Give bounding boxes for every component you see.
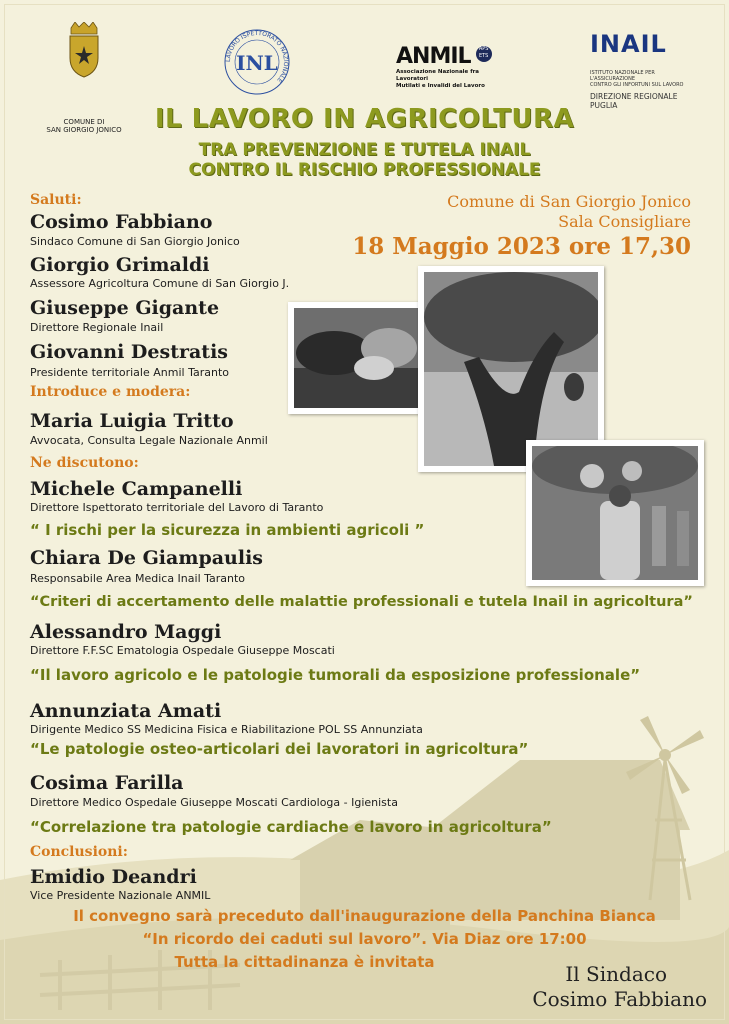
speaker-name-maggi: Alessandro Maggi	[30, 621, 222, 643]
event-room: Sala Consigliare	[558, 212, 691, 231]
speaker-name-campanelli: Michele Campanelli	[30, 478, 243, 500]
speaker-name-de-giampaulis: Chiara De Giampaulis	[30, 547, 263, 569]
ispettorato-logo	[212, 26, 302, 98]
talk-title-de-giampaulis: “Criteri di accertamento delle malattie professionali e tutela Inail in agricoltura”	[30, 594, 693, 610]
talk-title-amati: “Le patologie osteo-articolari dei lavoratori in agricoltura”	[30, 740, 529, 758]
speaker-name-destratis: Giovanni Destratis	[30, 341, 228, 363]
anmil-badge: APS ETS	[476, 46, 492, 62]
signature-title: Il Sindaco	[565, 962, 667, 986]
talk-title-campanelli: “ I rischi per la sicurezza in ambienti agricoli ”	[30, 521, 425, 539]
speaker-name-gigante: Giuseppe Gigante	[30, 297, 220, 319]
event-place: Comune di San Giorgio Jonico	[447, 192, 691, 211]
speaker-name-farilla: Cosima Farilla	[30, 772, 184, 794]
speaker-role-maggi: Direttore F.F.SC Ematologia Ospedale Giuseppe Moscati	[30, 644, 335, 657]
ispettorato-seal-icon	[212, 26, 302, 98]
coat-of-arms-icon	[65, 22, 103, 78]
ispettorato-mark: INL	[236, 51, 278, 75]
inail-direction-1: DIREZIONE REGIONALE	[590, 92, 678, 101]
subtitle-line-2: CONTRO IL RISCHIO PROFESSIONALE	[188, 160, 541, 180]
speaker-name-fabbiano: Cosimo Fabbiano	[30, 211, 213, 233]
section-introduce: Introduce e modera:	[30, 384, 191, 400]
anmil-subtitle-1: Associazione Nazionale fra Lavoratori	[396, 69, 480, 82]
speaker-role-grimaldi: Assessore Agricoltura Comune di San Giorgio J.	[30, 277, 290, 290]
grape-harvest-image	[532, 446, 698, 580]
note-panchina-bianca: Il convegno sarà preceduto dall'inaugurazione della Panchina Bianca	[73, 907, 656, 925]
signature-name: Cosimo Fabbiano	[532, 987, 707, 1011]
speaker-role-tritto: Avvocata, Consulta Legale Nazionale Anmil	[30, 434, 268, 447]
comune-label-line2: SAN GIORGIO JONICO	[46, 126, 122, 134]
olive-tree-image	[424, 272, 598, 466]
event-datetime: 18 Maggio 2023 ore 17,30	[352, 233, 691, 260]
speaker-name-amati: Annunziata Amati	[30, 700, 222, 722]
talk-title-maggi: “Il lavoro agricolo e le patologie tumorali da esposizione professionale”	[30, 666, 641, 684]
speaker-role-destratis: Presidente territoriale Anmil Taranto	[30, 366, 229, 379]
main-title: IL LAVORO IN AGRICOLTURA	[154, 104, 575, 134]
speaker-role-farilla: Direttore Medico Ospedale Giuseppe Moscati Cardiologa - Igienista	[30, 796, 398, 809]
anmil-wordmark: ANMIL	[396, 44, 471, 69]
inail-direction-2: PUGLIA	[590, 101, 618, 110]
photo-hands-soil	[288, 302, 438, 414]
speaker-name-tritto: Maria Luigia Tritto	[30, 410, 234, 432]
ispettorato-ring-text: LAVORO ISPETTORATO NAZIONALE	[224, 29, 290, 84]
note-invitation: Tutta la cittadinanza è invitata	[174, 953, 435, 971]
inail-subtitle-1: ISTITUTO NAZIONALE PER L'ASSICURAZIONE	[590, 70, 655, 82]
anmil-logo	[396, 44, 506, 90]
speaker-role-campanelli: Direttore Ispettorato territoriale del Lavoro di Taranto	[30, 501, 324, 514]
inail-subtitle-2: CONTRO GLI INFORTUNI SUL LAVORO	[590, 82, 684, 88]
speaker-role-de-giampaulis: Responsabile Area Medica Inail Taranto	[30, 572, 246, 585]
speaker-role-gigante: Direttore Regionale Inail	[30, 321, 164, 334]
section-discutono: Ne discutono:	[30, 455, 139, 471]
note-ricordo-caduti: “In ricordo dei caduti sul lavoro”. Via Diaz ore 17:00	[142, 930, 587, 948]
inail-logo	[590, 30, 700, 110]
comune-label-line1: COMUNE DI	[63, 118, 105, 126]
subtitle-line-1: TRA PREVENZIONE E TUTELA INAIL	[198, 140, 531, 160]
speaker-role-fabbiano: Sindaco Comune di San Giorgio Jonico	[30, 235, 240, 248]
photo-grape-harvest	[526, 440, 704, 586]
inail-wordmark: INAIL	[590, 30, 667, 58]
speaker-role-deandri: Vice Presidente Nazionale ANMIL	[30, 889, 211, 902]
speaker-role-amati: Dirigente Medico SS Medicina Fisica e Riabilitazione POL SS Annunziata	[30, 723, 423, 736]
speaker-name-deandri: Emidio Deandri	[30, 866, 197, 888]
talk-title-farilla: “Correlazione tra patologie cardiache e lavoro in agricoltura”	[30, 818, 552, 836]
section-saluti: Saluti:	[30, 192, 82, 208]
speaker-name-grimaldi: Giorgio Grimaldi	[30, 254, 210, 276]
section-conclusioni: Conclusioni:	[30, 844, 128, 860]
hands-soil-image	[294, 308, 432, 408]
anmil-subtitle-2: Mutilati e Invalidi del Lavoro	[396, 83, 485, 89]
